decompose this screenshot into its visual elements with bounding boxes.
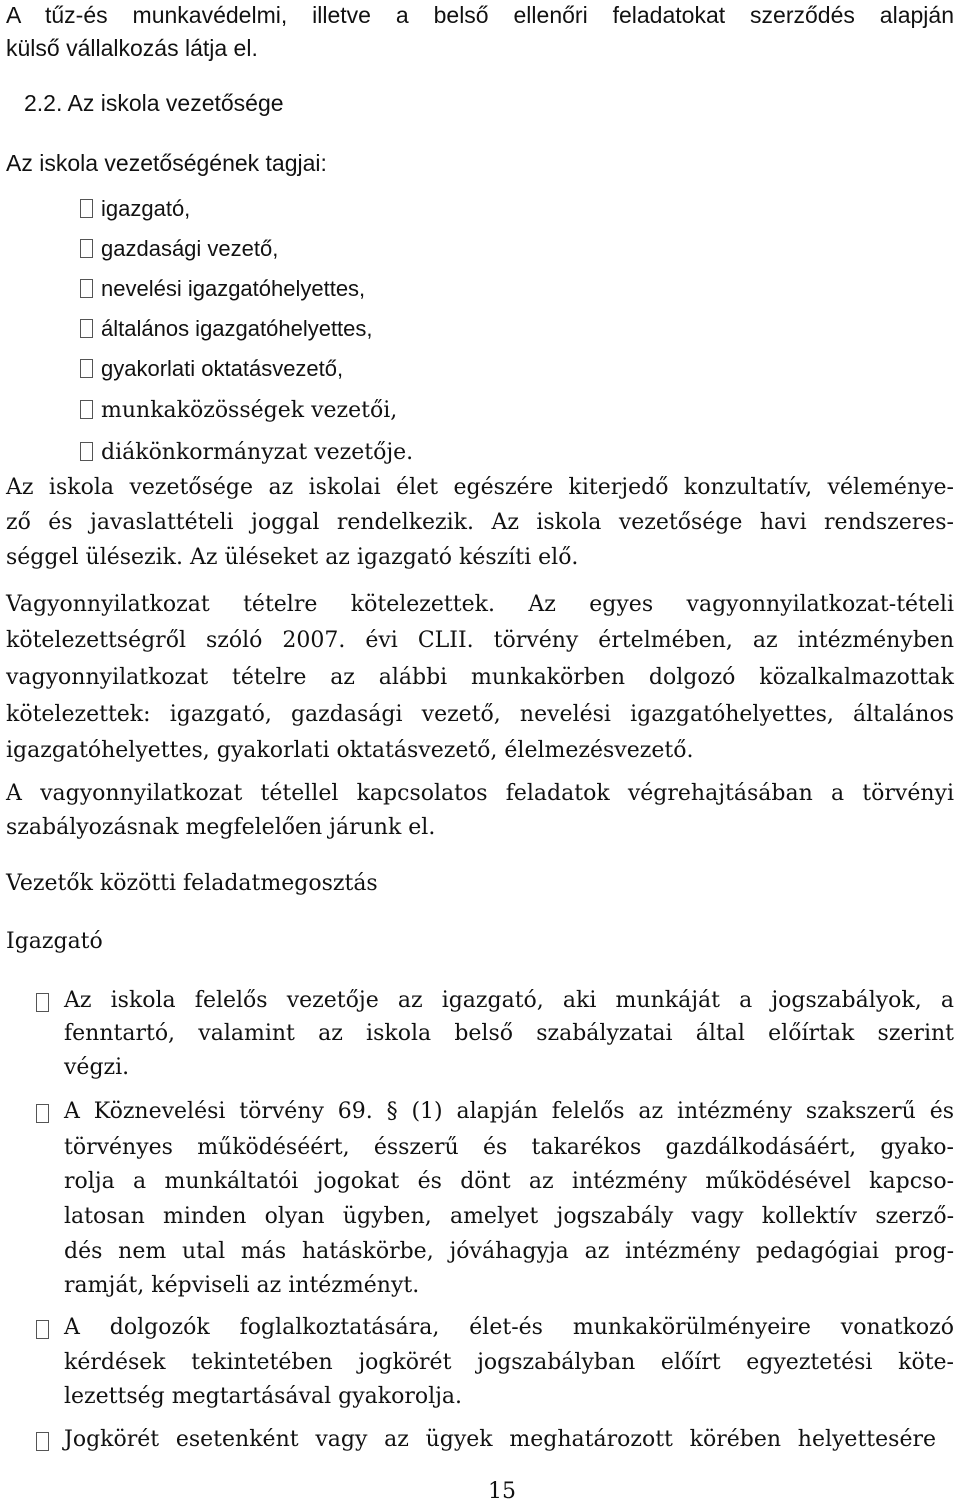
checkbox-icon [80,199,93,218]
list-item [80,354,343,384]
list-item [80,438,413,468]
duty-line: kérdések tekintetében jogkörét jogszabályban előírt egyeztetési köte- [64,1350,954,1375]
members-intro: Az iskola vezetőségének tagjai: [6,150,327,176]
list-item-label: nevelési igazgatóhelyettes, [101,276,366,301]
checkbox-icon [80,279,93,298]
checkbox-icon [36,1320,49,1339]
checkbox-icon [80,359,93,378]
paragraph-line: szabályozásnak megfelelően járunk el. [6,815,436,840]
duty-line: fenntartó, valamint az iskola belső szabályzatai által előírtak szerint [64,1021,954,1046]
paragraph-line: kötelezettségről szóló 2007. évi CLII. törvény értelmében, az intézményben [6,628,954,653]
list-item [80,314,373,344]
checkbox-icon [36,993,49,1012]
paragraph-line: igazgatóhelyettes, gyakorlati oktatásvezető, élelmezésvezető. [6,738,694,763]
duty-line: ramját, képviseli az intézményt. [64,1273,420,1298]
paragraph-line: Az iskola vezetősége az iskolai élet egészére kiterjedő konzultatív, véleménye- [6,475,954,500]
paragraph-line: vagyonnyilatkozat tételre az alábbi munkakörben dolgozó közalkalmazottak [6,665,954,690]
duty-line: Jogkörét esetenként vagy az ügyek meghatározott körében helyettesére [64,1427,936,1452]
list-item-label: munkaközösségek vezetői, [101,398,398,423]
checkbox-icon [80,442,93,461]
duty-line: rolja a munkáltatói jogokat és dönt az intézmény működésével kapcso- [64,1169,954,1194]
checkbox-icon [80,239,93,258]
duty-line: latosan minden olyan ügyben, amelyet jogszabály vagy kollektív szerző- [64,1204,954,1229]
paragraph-line: Vagyonnyilatkozat tételre kötelezettek. Az egyes vagyonnyilatkozat-tételi [6,592,954,617]
duty-line: dés nem utal más hatáskörbe, jóváhagyja az intézmény pedagógiai prog- [64,1239,954,1264]
role-heading: Igazgató [6,929,103,954]
duty-line: A dolgozók foglalkoztatására, élet-és munkakörülményeire vonatkozó [64,1315,954,1340]
checkbox-icon [80,400,93,419]
list-item [80,274,365,304]
duty-line: Az iskola felelős vezetője az igazgató, aki munkáját a jogszabályok, a [64,988,954,1013]
paragraph-line: ző és javaslattételi joggal rendelkezik. Az iskola vezetősége havi rendszeres- [6,510,954,535]
list-item [80,396,397,426]
list-item [80,234,278,264]
paragraph-line: A vagyonnyilatkozat tétellel kapcsolatos feladatok végrehajtásában a törvényi [6,781,954,806]
subheading: Vezetők közötti feladatmegosztás [6,871,378,896]
paragraph-line: séggel ülésezik. Az üléseket az igazgató készíti elő. [6,545,579,570]
paragraph-line: kötelezettek: igazgató, gazdasági vezető, nevelési igazgatóhelyettes, általános [6,702,954,727]
checkbox-icon [36,1432,49,1451]
section-heading: 2.2. Az iskola vezetősége [24,90,284,116]
list-item-label: általános igazgatóhelyettes, [101,316,373,341]
list-item-label: gyakorlati oktatásvezető, [101,356,344,381]
checkbox-icon [36,1104,49,1123]
page-number: 15 [488,1479,516,1504]
duty-line: A Köznevelési törvény 69. § (1) alapján felelős az intézmény szakszerű és [64,1099,954,1124]
duty-line: lezettség megtartásával gyakorolja. [64,1384,463,1409]
list-item [80,194,190,224]
list-item-label: gazdasági vezető, [101,236,279,261]
duty-line: törvényes működéséért, ésszerű és takarékos gazdálkodásáért, gyako- [64,1135,954,1160]
intro-line: külső vállalkozás látja el. [6,35,258,61]
intro-line: A tűz-és munkavédelmi, illetve a belső ellenőri feladatokat szerződés alapján [6,2,954,28]
list-item-label: igazgató, [101,196,191,221]
checkbox-icon [80,319,93,338]
duty-line: végzi. [64,1055,130,1080]
list-item-label: diákönkormányzat vezetője. [101,440,414,465]
